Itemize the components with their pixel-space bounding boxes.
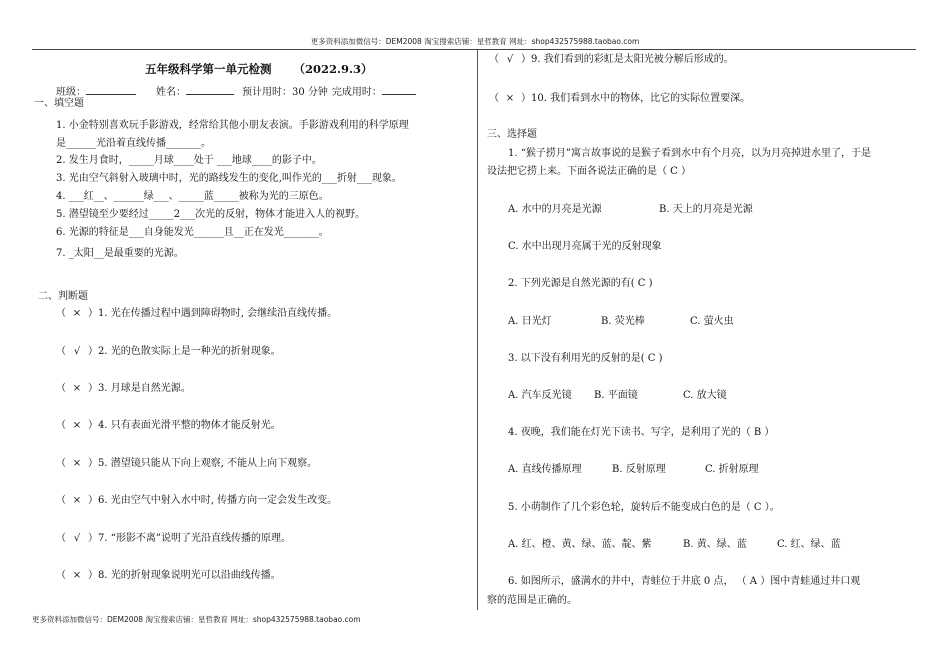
fill-q3: 3. 光由空气斜射入玻璃中时，光的路线发生的变化,叫作光的___折射___现象。 (56, 173, 402, 184)
choice-q2: 2. 下列光源是自然光源的有( C ) (508, 278, 653, 289)
judge-item-10: （ × ）10. 我们看到水中的物体，比它的实际位置要深。 (489, 93, 751, 104)
judge-mark: × (72, 570, 82, 581)
choice-q5-option-b: B. 黄、绿、蓝 (683, 539, 747, 550)
choice-q6-line1: 6. 如图所示，盛满水的井中，青蛙位于井底 0 点， （ A ）图中青蛙通过井口观 (508, 576, 861, 587)
judge-item-6: （ × ）6. 光由空气中射入水中时, 传播方向一定会发生改变。 (56, 495, 338, 506)
fill-q1-line2: 是______光沿着直线传播_______。 (56, 138, 211, 149)
fill-q7: 7. _太阳__是最重要的光源。 (56, 248, 184, 259)
judge-mark: × (72, 383, 82, 394)
judge-mark: √ (506, 54, 514, 65)
judge-item-1: （ × ）1. 光在传播过程中遇到障碍物时, 会继续沿直线传播。 (56, 308, 338, 319)
choice-q4-option-a: A. 直线传播原理 (508, 464, 582, 475)
choice-heading: 三、选择题 (487, 129, 537, 140)
judge-text: 9. 我们看到的彩虹是太阳光被分解后形成的。 (531, 54, 734, 65)
judge-mark: × (72, 495, 82, 506)
class-label: 班级： (56, 87, 86, 98)
judge-text: 10. 我们看到水中的物体，比它的实际位置要深。 (531, 93, 751, 104)
choice-q2-option-a: A. 日光灯 (508, 316, 552, 327)
choice-q2-option-c: C. 萤火虫 (690, 316, 734, 327)
judge-text: 8. 光的折射现象说明光可以沿曲线传播。 (98, 570, 281, 581)
judge-text: 3. 月球是自然光源。 (98, 383, 191, 394)
choice-q1-option-c: C. 水中出现月亮属于光的反射现象 (508, 241, 662, 252)
judge-item-4: （ × ）4. 只有表面光滑平整的物体才能反射光。 (56, 420, 281, 431)
choice-q5-option-c: C. 红、绿、蓝 (777, 539, 841, 550)
choice-q4: 4. 夜晚，我们能在灯光下读书、写字，是利用了光的（ B ） (508, 427, 775, 438)
fill-q6: 6. 光源的特征是___自身能发光______且__正在发光_______。 (56, 227, 329, 238)
choice-q5: 5. 小萌制作了几个彩色轮，旋转后不能变成白色的是（ C ）。 (508, 502, 780, 513)
student-info-row (56, 83, 416, 100)
judge-item-9: （ √ ）9. 我们看到的彩虹是太阳光被分解后形成的。 (489, 54, 734, 65)
judge-mark: × (505, 93, 515, 104)
page-header: 更多资料添加微信号：DEM2008 淘宝搜索店铺：星哲教育 网址：shop432575988.taobao.com (310, 37, 640, 46)
judge-item-3: （ × ）3. 月球是自然光源。 (56, 383, 191, 394)
choice-q1-option-a: A. 水中的月亮是光源 (508, 204, 602, 215)
choice-q1-option-b: B. 天上的月亮是光源 (659, 204, 753, 215)
judge-mark: × (72, 308, 82, 319)
judge-text: 7. “形影不离”说明了光沿直线传播的原理。 (98, 533, 291, 544)
judge-item-2: （ √ ）2. 光的色散实际上是一种光的折射现象。 (56, 346, 281, 357)
page-footer: 更多资料添加微信号：DEM2008 淘宝搜索店铺：星哲教育 网址：shop432575988.taobao.com (32, 615, 361, 624)
column-divider (477, 50, 478, 610)
title-date: （2022.9.3） (293, 62, 373, 76)
choice-q1-line1: 1. “猴子捞月”寓言故事说的是猴子看到水中有个月亮，以为月亮掉进水里了，于是 (508, 148, 871, 159)
judge-text: 4. 只有表面光滑平整的物体才能反射光。 (98, 420, 281, 431)
class-field[interactable] (86, 83, 136, 95)
judge-item-8: （ × ）8. 光的折射现象说明光可以沿曲线传播。 (56, 570, 281, 581)
fill-q4: 4. ___红__、______绿___、_____蓝_____被称为光的三原色。 (56, 191, 329, 202)
choice-q4-option-b: B. 反射原理 (612, 464, 666, 475)
judge-item-7: （ √ ）7. “形影不离”说明了光沿直线传播的原理。 (56, 533, 291, 544)
fill-heading: 一、填空题 (34, 98, 84, 109)
choice-q3: 3. 以下没有利用光的反射的是( C ) (508, 353, 663, 364)
judge-text: 1. 光在传播过程中遇到障碍物时, 会继续沿直线传播。 (98, 308, 338, 319)
title-text: 五年级科学第一单元检测 (145, 62, 272, 76)
choice-q3-option-b: B. 平面镜 (594, 390, 638, 401)
judge-mark: × (72, 420, 82, 431)
choice-q5-option-a: A. 红、橙、黄、绿、蓝、靛、紫 (508, 539, 652, 550)
choice-q3-option-c: C. 放大镜 (683, 390, 727, 401)
judge-mark: √ (73, 346, 81, 357)
fill-q2: 2. 发生月食时，_____月球____处于 ___地球____的影子中。 (56, 155, 322, 166)
choice-q6-line2: 察的范围是正确的。 (487, 595, 577, 606)
header-divider (32, 49, 916, 50)
time-label: 预计用时：30 分钟 (242, 87, 328, 98)
judge-mark: √ (73, 533, 81, 544)
choice-q2-option-b: B. 荧光棒 (601, 316, 645, 327)
page-title (145, 62, 373, 76)
fill-q5: 5. 潜望镜至少要经过_____2___次光的反射，物体才能进入人的视野。 (56, 209, 366, 220)
choice-q3-option-a: A. 汽车反光镜 (508, 390, 572, 401)
name-label: 姓名： (156, 87, 186, 98)
done-field[interactable] (382, 83, 416, 95)
judge-heading: 二、判断题 (38, 291, 88, 302)
judge-item-5: （ × ）5. 潜望镜只能从下向上观察, 不能从上向下观察。 (56, 458, 318, 469)
judge-text: 5. 潜望镜只能从下向上观察, 不能从上向下观察。 (98, 458, 318, 469)
choice-q1-line2: 设法把它捞上来。下面各说法正确的是（ C ） (487, 166, 692, 177)
choice-q4-option-c: C. 折射原理 (705, 464, 759, 475)
judge-mark: × (72, 458, 82, 469)
judge-text: 6. 光由空气中射入水中时, 传播方向一定会发生改变。 (98, 495, 338, 506)
judge-text: 2. 光的色散实际上是一种光的折射现象。 (98, 346, 281, 357)
done-label: 完成用时： (331, 87, 382, 98)
name-field[interactable] (186, 83, 234, 95)
fill-q1-line1: 1. 小金特别喜欢玩手影游戏，经常给其他小朋友表演。手影游戏利用的科学原理 (56, 120, 409, 131)
